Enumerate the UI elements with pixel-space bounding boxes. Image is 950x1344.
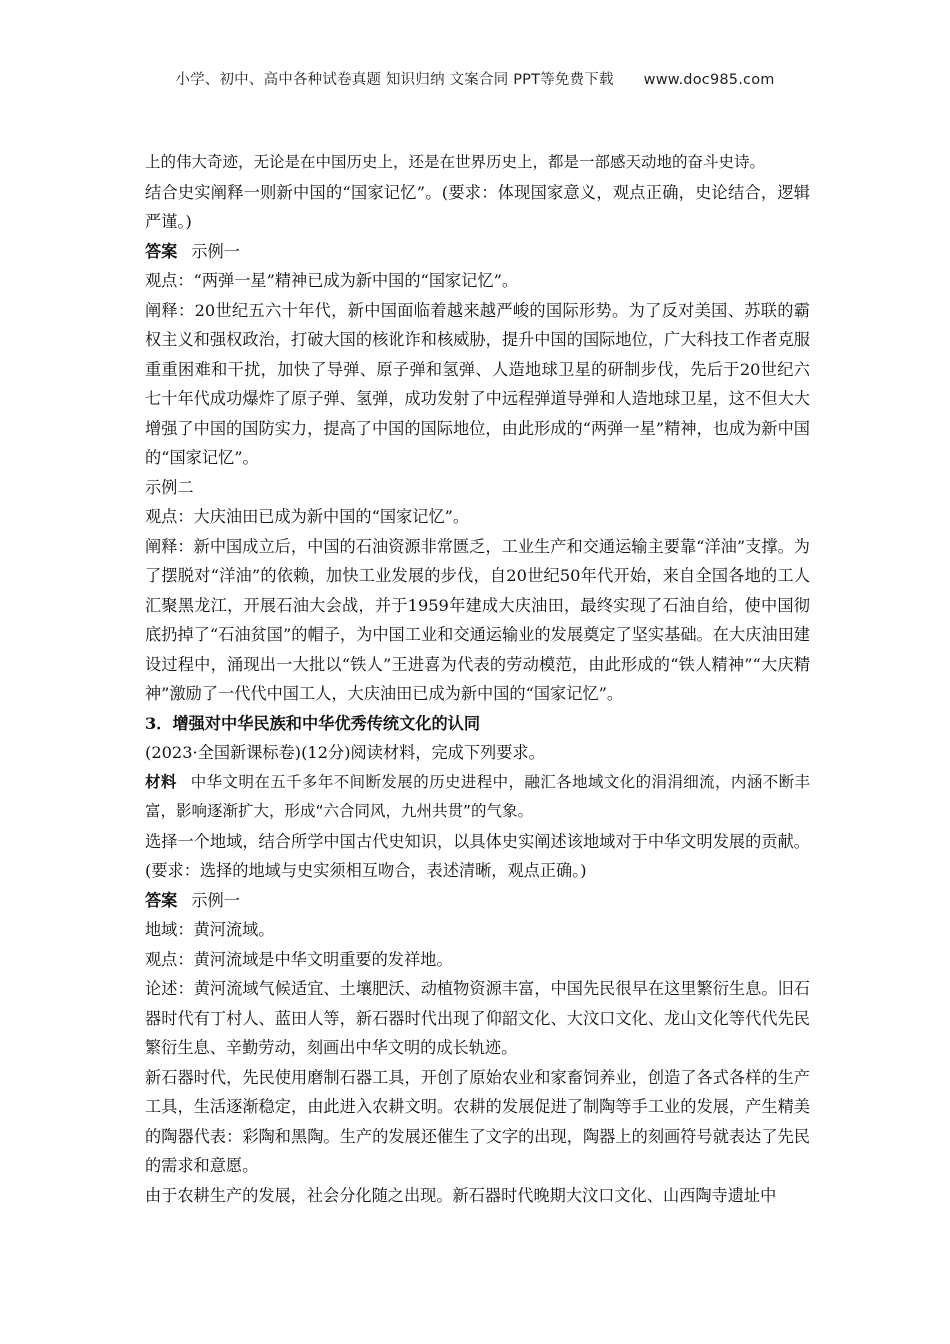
q3-argument-3: 由于农耕生产的发展，社会分化随之出现。新石器时代晚期大汶口文化、山西陶寺遗址中 (145, 1185, 777, 1205)
q3-argument-2: 新石器时代，先民使用磨制石器工具，开创了原始农业和家畜饲养业，创造了各式各样的生产工具，生活逐渐稳定，由此进入农耕文明。农耕的发展促进了制陶等手工业的发展，产生精美的陶器代表：彩陶和黑陶。生产的发展还催生了文字的出现，陶器上的刻画符号就表达了先民的需求和意愿。 (145, 1067, 810, 1175)
header-text: 小学、初中、高中各种试卷真题 知识归纳 文案合同 PPT等免费下载 (175, 72, 614, 88)
q3-requirement: 选择一个地域，结合所学中国古代史知识，以具体史实阐述该地域对于中华文明发展的贡献。(要求：选择的地域与史实须相互吻合，表述清晰，观点正确。) (145, 831, 810, 880)
material-label: 材料 (145, 772, 177, 791)
q2-example2-view: 观点：大庆油田已成为新中国的“国家记忆”。 (145, 507, 470, 526)
page-header (0, 68, 950, 89)
material-text: 中华文明在五千多年不间断发展的历史进程中，融汇各地域文化的涓涓细流，内涵不断丰富，影响逐渐扩大，形成“六合同风，九州共贯”的气象。 (145, 772, 810, 820)
q3-source: (2023·全国新课标卷)(12分)阅读材料，完成下列要求。 (145, 743, 545, 762)
document-body (145, 148, 810, 1210)
q2-material-tail: 上的伟大奇迹，无论是在中国历史上，还是在世界历史上，都是一部感天动地的奋斗史诗。 (145, 153, 766, 171)
q2-answer-line (145, 237, 810, 267)
header-url[interactable]: www.doc985.com (643, 72, 775, 88)
q3-region: 地域：黄河流域。 (145, 920, 275, 939)
example-label: 示例一 (191, 241, 240, 261)
q2-requirement: 结合史实阐释一则新中国的“国家记忆”。(要求：体现国家意义，观点正确，史论结合，逻辑严谨。) (145, 182, 810, 231)
answer-label: 答案 (145, 241, 178, 261)
example-label: 示例一 (191, 890, 240, 910)
q3-argument-1: 论述：黄河流域气候适宜、土壤肥沃、动植物资源丰富，中国先民很早在这里繁衍生息。旧石器时代有丁村人、蓝田人等，新石器时代出现了仰韶文化、大汶口文化、龙山文化等代代先民繁衍生息、辛勤劳动，刻画出中华文明的成长轨迹。 (145, 979, 810, 1057)
q2-example1-view: 观点：“两弹一星”精神已成为新中国的“国家记忆”。 (145, 271, 519, 290)
q2-example1-explain: 阐释：20世纪五六十年代，新中国面临着越来越严峻的国际形势。为了反对美国、苏联的霸权主义和强权政治，打破大国的核讹诈和核威胁，提升中国的国际地位，广大科技工作者克服重重困难和干扰，加快了导弹、原子弹和氢弹、人造地球卫星的研制步伐，先后于20世纪六七十年代成功爆炸了原子弹、氢弹，成功发射了中远程弹道导弹和人造地球卫星，这不但大大增强了中国的国防实力，提高了中国的国际地位，由此形成的“两弹一星”精神，也成为新中国的“国家记忆”。 (145, 300, 810, 467)
q3-view: 观点：黄河流域是中华文明重要的发祥地。 (145, 949, 453, 969)
q2-example2-label: 示例二 (145, 477, 194, 497)
q3-answer-line (145, 886, 810, 916)
answer-label: 答案 (145, 890, 178, 910)
q3-heading: 3．增强对中华民族和中华优秀传统文化的认同 (145, 713, 481, 733)
q3-material (145, 768, 810, 827)
q2-example2-explain: 阐释：新中国成立后，中国的石油资源非常匮乏，工业生产和交通运输主要靠“洋油”支撑。为了摆脱对“洋油”的依赖，加快工业发展的步伐，自20世纪50年代开始，来自全国各地的工人汇聚黑龙江，开展石油大会战，并于1959年建成大庆油田，最终实现了石油自给，使中国彻底扔掉了“石油贫国”的帽子，为中国工业和交通运输业的发展奠定了坚实基础。在大庆油田建设过程中，涌现出一大批以“铁人”王进喜为代表的劳动模范，由此形成的“铁人精神”“大庆精神”激励了一代代中国工人，大庆油田已成为新中国的“国家记忆”。 (145, 536, 810, 703)
